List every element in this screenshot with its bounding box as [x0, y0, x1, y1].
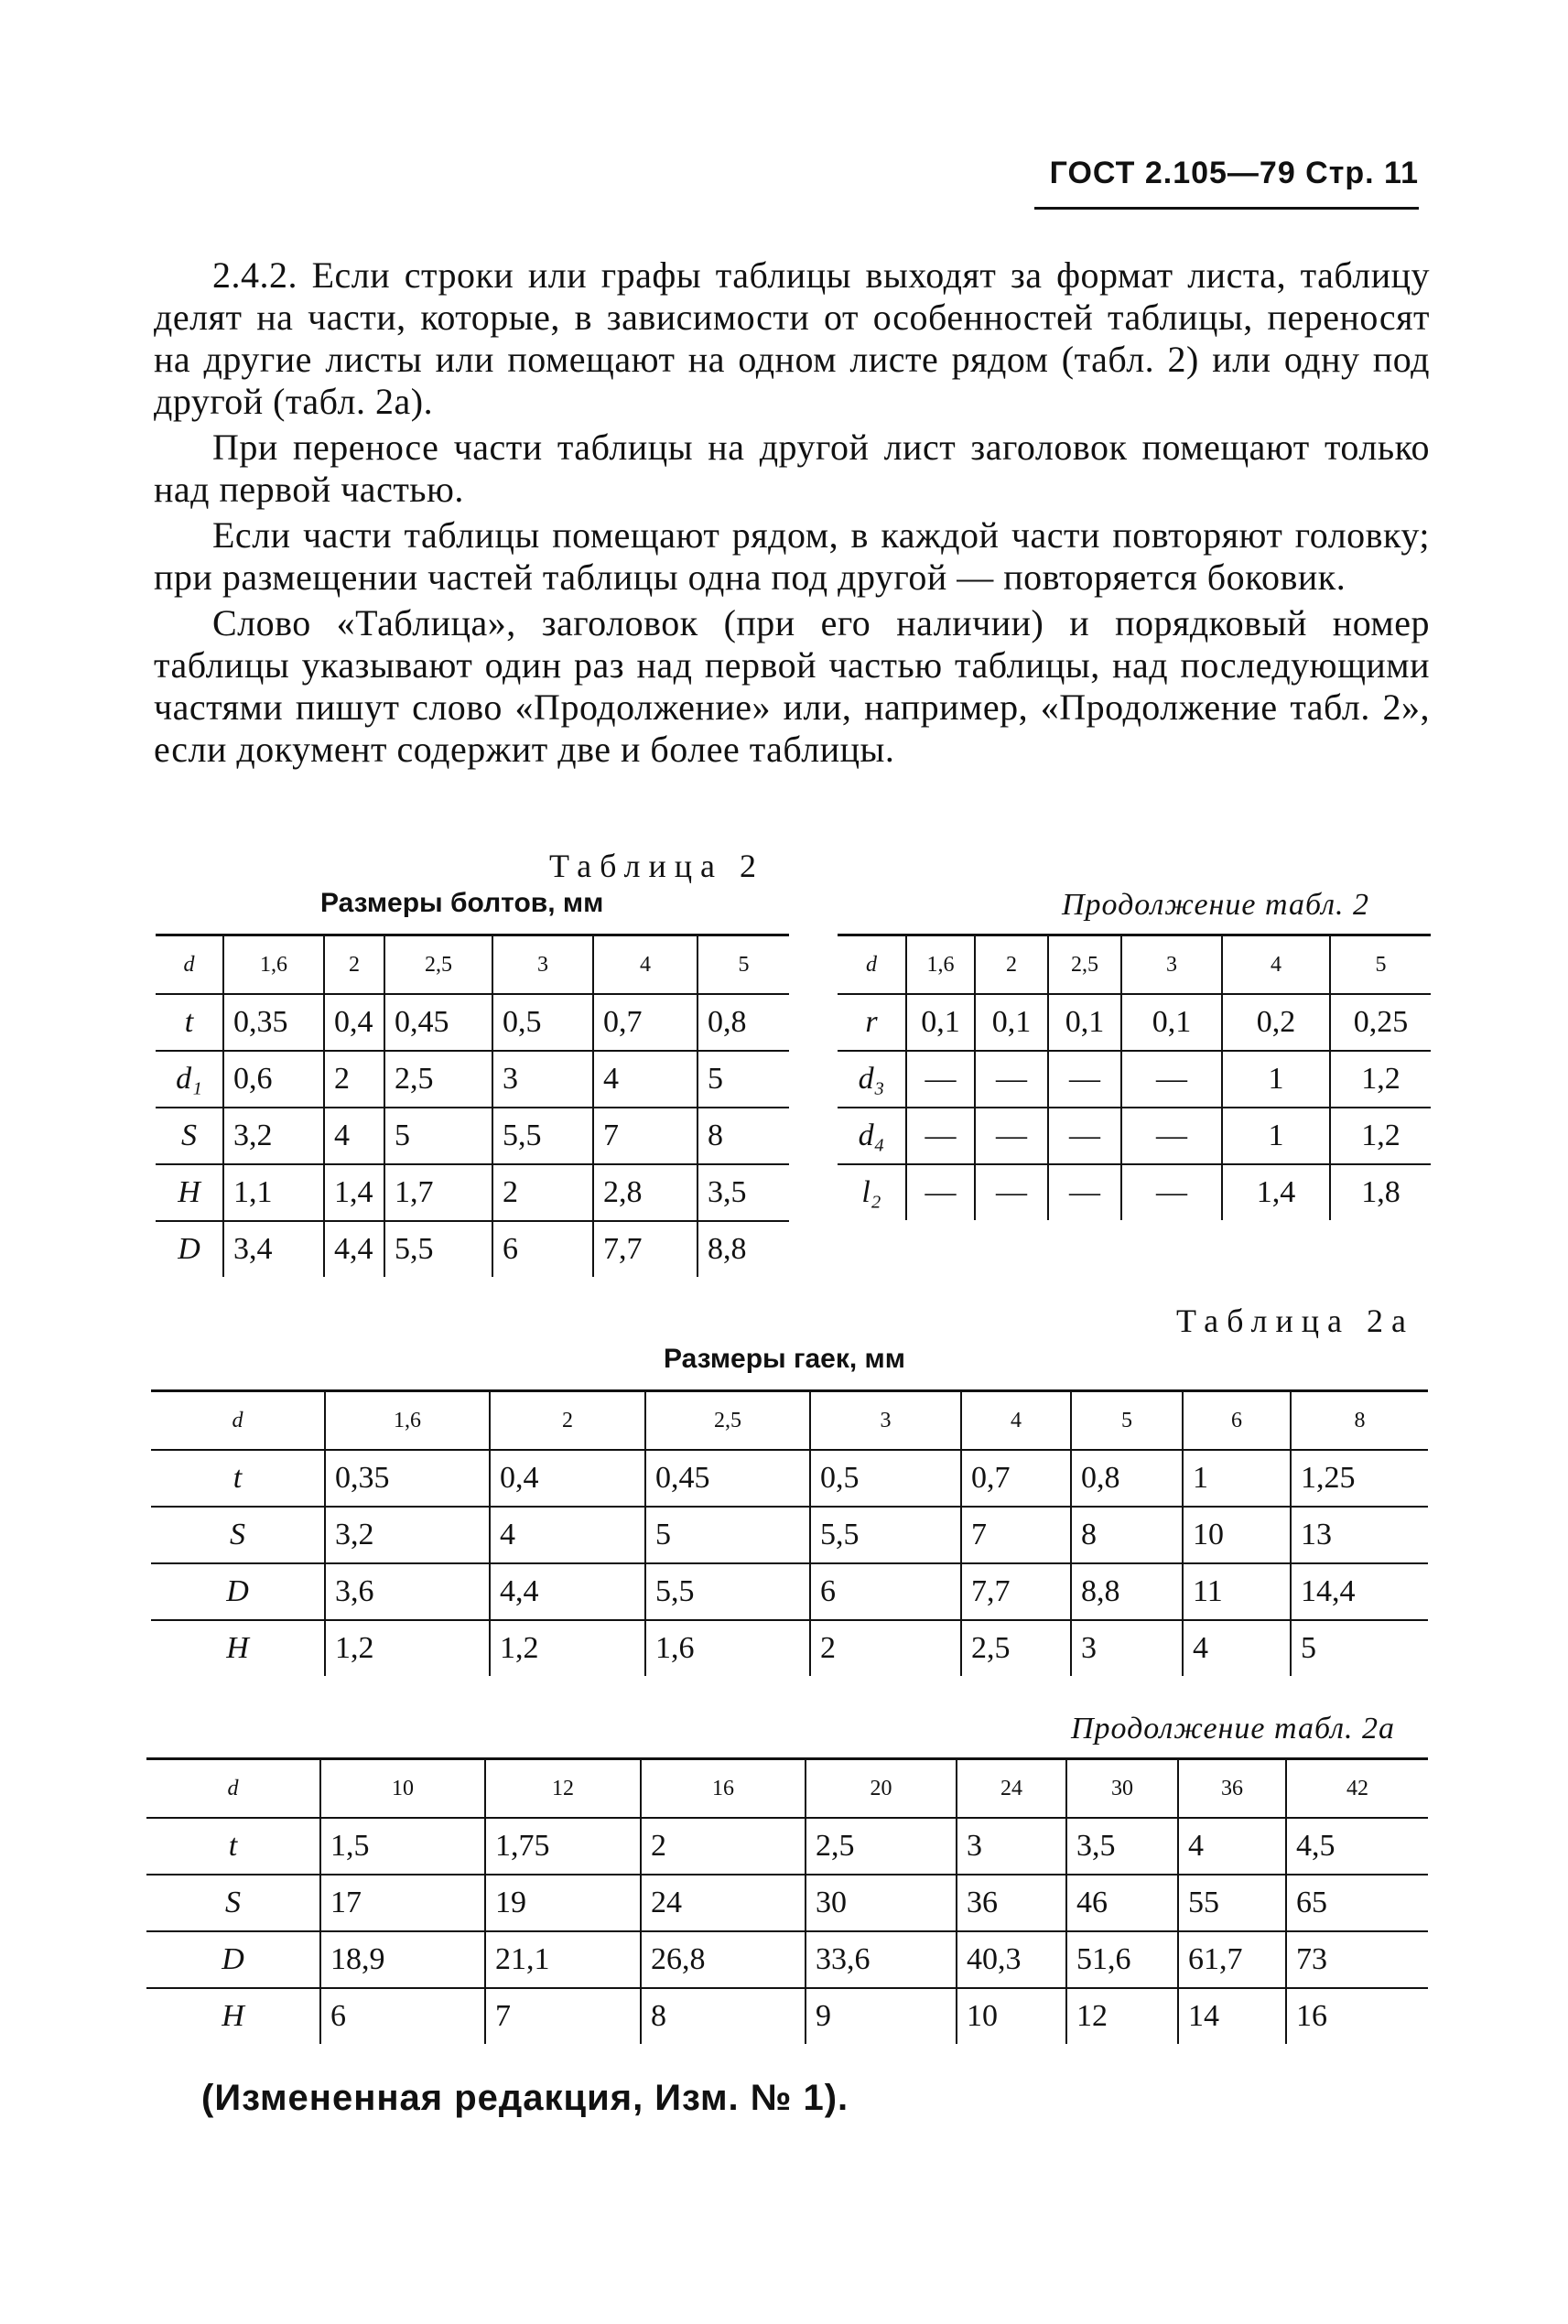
- table-cell: —: [1048, 1164, 1121, 1220]
- table-cell: 4,5: [1286, 1818, 1428, 1875]
- table-cell: —: [1121, 1051, 1222, 1108]
- paragraph: При переносе части таблицы на другой лист заголовок помещают только над первой частью.: [154, 427, 1430, 510]
- table-header-row: [146, 1759, 1428, 1819]
- header-cell: 3: [1121, 935, 1222, 995]
- table-cell: 1,4: [324, 1164, 384, 1221]
- table-cell: 7: [485, 1988, 641, 2044]
- table-cell: 8,8: [1071, 1563, 1183, 1620]
- table-cell: 11: [1183, 1563, 1291, 1620]
- table2a-title: Размеры гаек, мм: [664, 1344, 905, 1374]
- table-cell: 1,1: [223, 1164, 324, 1221]
- table-cell: 3,5: [697, 1164, 789, 1221]
- table-cell: 14: [1178, 1988, 1286, 2044]
- table-cell: 7,7: [593, 1221, 697, 1277]
- header-cell: 20: [806, 1759, 957, 1819]
- table-cell: 73: [1286, 1931, 1428, 1988]
- header-cell: 2,5: [384, 935, 492, 995]
- table-cell: 0,4: [324, 994, 384, 1051]
- table-cell: 1: [1222, 1051, 1330, 1108]
- table-row: [838, 1164, 1431, 1220]
- table-row: [146, 1818, 1428, 1875]
- table-cell: 3,2: [223, 1108, 324, 1164]
- table-cell: —: [906, 1051, 975, 1108]
- table-cell: 3: [492, 1051, 593, 1108]
- header-cell: 2,5: [1048, 935, 1121, 995]
- table-cell: 51,6: [1066, 1931, 1178, 1988]
- table-row: [838, 994, 1431, 1051]
- table-cell: 1: [1222, 1108, 1330, 1164]
- header-symbol-cell: d: [838, 935, 906, 995]
- symbol-cell: d₃: [838, 1051, 906, 1108]
- table-cell: —: [975, 1164, 1048, 1220]
- table-cell: 2: [492, 1164, 593, 1221]
- table-cell: 3,6: [325, 1563, 490, 1620]
- table-cell: 7: [593, 1108, 697, 1164]
- header-cell: 2: [490, 1391, 645, 1451]
- table-row: [146, 1988, 1428, 2044]
- table-cell: 0,1: [906, 994, 975, 1051]
- header-cell: 5: [1071, 1391, 1183, 1451]
- table-row: [151, 1450, 1428, 1507]
- header-cell: 12: [485, 1759, 641, 1819]
- table-cell: 1,2: [1330, 1051, 1431, 1108]
- table2-title: Размеры болтов, мм: [320, 888, 604, 918]
- table-cell: 8: [641, 1988, 806, 2044]
- header-cell: 8: [1291, 1391, 1428, 1451]
- header-rule: [1034, 207, 1419, 210]
- table-cell: 26,8: [641, 1931, 806, 1988]
- table-cell: 21,1: [485, 1931, 641, 1988]
- header-cell: 4: [961, 1391, 1071, 1451]
- symbol-cell: t: [151, 1450, 325, 1507]
- table-cell: 8: [697, 1108, 789, 1164]
- header-cell: 5: [697, 935, 789, 995]
- symbol-cell: S: [151, 1507, 325, 1563]
- table-cell: —: [1121, 1164, 1222, 1220]
- table-cell: 4,4: [324, 1221, 384, 1277]
- header-cell: 1,6: [223, 935, 324, 995]
- table-cell: 13: [1291, 1507, 1428, 1563]
- paragraph: 2.4.2. Если строки или графы таблицы выходят за формат листа, таблицу делят на части, которые, в зависимости от особенностей таблицы, переносят на другие листы или помещают на одном листе рядом (табл. 2) или одну под другой (табл. 2а).: [154, 254, 1430, 422]
- header-cell: 16: [641, 1759, 806, 1819]
- table-cell: 36: [957, 1875, 1066, 1931]
- table-cell: 0,25: [1330, 994, 1431, 1051]
- table-cell: 1,7: [384, 1164, 492, 1221]
- table-cell: —: [906, 1108, 975, 1164]
- table-row: [146, 1875, 1428, 1931]
- table-cell: 2,8: [593, 1164, 697, 1221]
- table2a-continuation-label: Продолжение табл. 2а: [1071, 1712, 1396, 1746]
- table-row: [151, 1620, 1428, 1676]
- table-cell: 6: [810, 1563, 961, 1620]
- table-cell: 0,45: [384, 994, 492, 1051]
- table-cell: 8: [1071, 1507, 1183, 1563]
- symbol-cell: D: [178, 1232, 200, 1266]
- table-cell: 0,8: [697, 994, 789, 1051]
- table-cell: 4: [1183, 1620, 1291, 1676]
- table-row: [838, 1108, 1431, 1164]
- table-cell: —: [975, 1051, 1048, 1108]
- table-cell: 1,25: [1291, 1450, 1428, 1507]
- table-cell: —: [906, 1164, 975, 1220]
- table-cell: 1,2: [325, 1620, 490, 1676]
- table-cell: 0,8: [1071, 1450, 1183, 1507]
- table-cell: 17: [320, 1875, 485, 1931]
- table-cell: 0,1: [1048, 994, 1121, 1051]
- table-cell: 2,5: [961, 1620, 1071, 1676]
- header-cell: 2: [324, 935, 384, 995]
- header-cell: 42: [1286, 1759, 1428, 1819]
- header-symbol-cell: d: [156, 935, 223, 995]
- table-cell: 4,4: [490, 1563, 645, 1620]
- symbol-cell: D: [151, 1563, 325, 1620]
- table-header-row: [156, 935, 789, 995]
- table-cell: 2,5: [806, 1818, 957, 1875]
- table-cell: 0,7: [961, 1450, 1071, 1507]
- table-cell: 2: [324, 1051, 384, 1108]
- table-cell: 1,8: [1330, 1164, 1431, 1220]
- table-cell: 65: [1286, 1875, 1428, 1931]
- table-cell: 0,1: [1121, 994, 1222, 1051]
- table-cell: 8,8: [697, 1221, 789, 1277]
- header-cell: 2,5: [645, 1391, 810, 1451]
- table-cell: 0,45: [645, 1450, 810, 1507]
- table2a-part2: [146, 1757, 1428, 2044]
- table-row: [156, 1164, 789, 1221]
- table-cell: 5,5: [645, 1563, 810, 1620]
- symbol-cell: t: [146, 1818, 320, 1875]
- table2a-label: Таблица 2а: [1176, 1303, 1414, 1339]
- table-cell: 18,9: [320, 1931, 485, 1988]
- table-cell: 0,5: [492, 994, 593, 1051]
- table-cell: 30: [806, 1875, 957, 1931]
- header-cell: 36: [1178, 1759, 1286, 1819]
- table-header-row: [838, 935, 1431, 995]
- header-cell: 3: [810, 1391, 961, 1451]
- table-cell: 3,5: [1066, 1818, 1178, 1875]
- table-cell: 3: [957, 1818, 1066, 1875]
- table-cell: 16: [1286, 1988, 1428, 2044]
- table-cell: —: [1048, 1108, 1121, 1164]
- table-cell: 1,6: [645, 1620, 810, 1676]
- table-cell: 4: [324, 1108, 384, 1164]
- table2-part2: [838, 934, 1431, 1220]
- table-cell: 4: [593, 1051, 697, 1108]
- table-cell: 40,3: [957, 1931, 1066, 1988]
- table-cell: 3: [1071, 1620, 1183, 1676]
- header-cell: 10: [320, 1759, 485, 1819]
- table-row: [146, 1931, 1428, 1988]
- header-cell: 24: [957, 1759, 1066, 1819]
- symbol-cell: r: [838, 994, 906, 1051]
- table-cell: 2: [810, 1620, 961, 1676]
- paragraph: Если части таблицы помещают рядом, в каждой части повторяют головку; при размещении частей таблицы одна под другой — повторяется боковик.: [154, 514, 1430, 598]
- table-cell: —: [1121, 1108, 1222, 1164]
- table-header-row: [151, 1391, 1428, 1451]
- table-cell: 46: [1066, 1875, 1178, 1931]
- header-cell: 4: [593, 935, 697, 995]
- table-row: [156, 994, 789, 1051]
- table-cell: 0,6: [223, 1051, 324, 1108]
- symbol-cell: H: [222, 1999, 244, 2033]
- table-cell: 0,2: [1222, 994, 1330, 1051]
- header-cell: 5: [1330, 935, 1431, 995]
- symbol-cell: H: [226, 1631, 249, 1665]
- table-cell: 5: [645, 1507, 810, 1563]
- symbol-cell: S: [156, 1108, 223, 1164]
- table-cell: 5,5: [492, 1108, 593, 1164]
- symbol-cell: t: [156, 994, 223, 1051]
- table-cell: 7: [961, 1507, 1071, 1563]
- header-cell: 4: [1222, 935, 1330, 995]
- table-cell: 61,7: [1178, 1931, 1286, 1988]
- table-cell: 6: [320, 1988, 485, 2044]
- symbol-cell: d₁: [156, 1051, 223, 1108]
- table-cell: 9: [806, 1988, 957, 2044]
- table-cell: 14,4: [1291, 1563, 1428, 1620]
- header-cell: 1,6: [906, 935, 975, 995]
- table-cell: 1,4: [1222, 1164, 1330, 1220]
- header-cell: 30: [1066, 1759, 1178, 1819]
- table-cell: 5,5: [384, 1221, 492, 1277]
- table-row: [156, 1108, 789, 1164]
- table-cell: 0,1: [975, 994, 1048, 1051]
- table-cell: 4: [490, 1507, 645, 1563]
- symbol-cell: d₄: [838, 1108, 906, 1164]
- header-cell: 3: [492, 935, 593, 995]
- header-symbol-cell: d: [151, 1391, 325, 1451]
- table-cell: 10: [957, 1988, 1066, 2044]
- table-cell: 4: [1178, 1818, 1286, 1875]
- paragraph: Слово «Таблица», заголовок (при его наличии) и порядковый номер таблицы указывают один раз над первой частью таблицы, над последующими частями пишут слово «Продолжение» или, например, «Продолжение табл. 2», если документ содержит две и более таблицы.: [154, 602, 1430, 770]
- table-cell: 2,5: [384, 1051, 492, 1108]
- table-cell: 2: [641, 1818, 806, 1875]
- table-cell: 33,6: [806, 1931, 957, 1988]
- table-cell: 5,5: [810, 1507, 961, 1563]
- table2-label: Таблица 2: [549, 848, 764, 884]
- body-text: [154, 254, 1430, 774]
- header-cell: 2: [975, 935, 1048, 995]
- table-cell: 5: [384, 1108, 492, 1164]
- table-cell: 0,7: [593, 994, 697, 1051]
- table2-part1: [156, 934, 789, 1277]
- table-row: [156, 1221, 789, 1277]
- header-cell: 1,6: [325, 1391, 490, 1451]
- table-cell: 0,4: [490, 1450, 645, 1507]
- table-cell: 1,5: [320, 1818, 485, 1875]
- table-cell: 3,2: [325, 1507, 490, 1563]
- table-cell: 5: [697, 1051, 789, 1108]
- table-row: [151, 1563, 1428, 1620]
- table-cell: 10: [1183, 1507, 1291, 1563]
- footer-note: (Измененная редакция, Изм. № 1).: [201, 2078, 849, 2118]
- table-row: [156, 1051, 789, 1108]
- table-cell: 7,7: [961, 1563, 1071, 1620]
- table-cell: 0,35: [223, 994, 324, 1051]
- table-cell: 1: [1183, 1450, 1291, 1507]
- symbol-cell: H: [156, 1164, 223, 1221]
- table-cell: 6: [492, 1221, 593, 1277]
- table-cell: 55: [1178, 1875, 1286, 1931]
- table-cell: —: [975, 1108, 1048, 1164]
- table-cell: 3,4: [223, 1221, 324, 1277]
- symbol-cell: D: [146, 1931, 320, 1988]
- table-cell: 1,75: [485, 1818, 641, 1875]
- table-cell: 0,35: [325, 1450, 490, 1507]
- table2-continuation-label: Продолжение табл. 2: [1062, 888, 1370, 922]
- table-cell: 1,2: [490, 1620, 645, 1676]
- table-row: [151, 1507, 1428, 1563]
- table-cell: 5: [1291, 1620, 1428, 1676]
- table-row: [838, 1051, 1431, 1108]
- table-cell: 1,2: [1330, 1108, 1431, 1164]
- header-symbol-cell: d: [146, 1759, 320, 1819]
- header-cell: 6: [1183, 1391, 1291, 1451]
- table-cell: —: [1048, 1051, 1121, 1108]
- table-cell: 12: [1066, 1988, 1178, 2044]
- symbol-cell: l₂: [861, 1175, 881, 1209]
- table-cell: 24: [641, 1875, 806, 1931]
- table-cell: 19: [485, 1875, 641, 1931]
- table-cell: 0,5: [810, 1450, 961, 1507]
- symbol-cell: S: [146, 1875, 320, 1931]
- table2a-part1: [151, 1389, 1428, 1676]
- page-header: ГОСТ 2.105—79 Стр. 11: [1049, 156, 1419, 190]
